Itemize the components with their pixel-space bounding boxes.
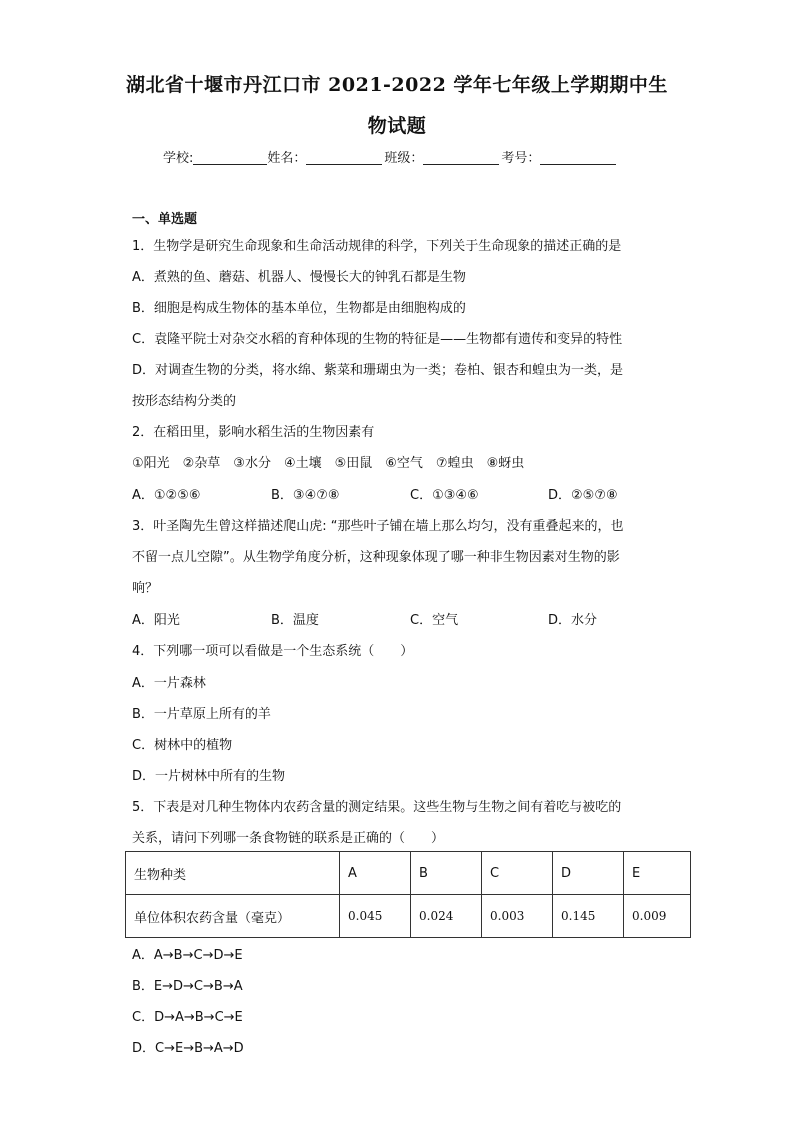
table-header-cell: D xyxy=(553,852,624,895)
question-4-option-d: D．一片树林中所有的生物 xyxy=(132,769,286,784)
question-5-stem: 5．下表是对几种生物体内农药含量的测定结果。这些生物与生物之间有着吃与被吃的 xyxy=(132,800,622,815)
table-header-cell: B xyxy=(411,852,482,895)
table-cell: 0.045 xyxy=(340,895,411,938)
question-1-stem: 1．生物学是研究生命现象和生命活动规律的科学，下列关于生命现象的描述正确的是 xyxy=(132,239,622,254)
table-row xyxy=(126,895,691,938)
table-cell: 0.145 xyxy=(553,895,624,938)
question-3-stem-end: 响？ xyxy=(132,581,159,596)
table-cell: 0.024 xyxy=(411,895,482,938)
question-1-option-d: D．对调查生物的分类，将水绵、紫菜和珊瑚虫为一类；卷柏、银杏和蝗虫为一类，是 xyxy=(132,363,624,378)
question-2-option-b: B．③④⑦⑧ xyxy=(271,488,340,503)
table-header-cell: 生物种类 xyxy=(126,852,340,895)
question-3-option-c: C．空气 xyxy=(410,613,459,628)
name-label: 姓名： xyxy=(267,151,307,166)
class-blank[interactable] xyxy=(423,151,499,165)
table-header-cell: C xyxy=(482,852,553,895)
question-4-option-a: A．一片森林 xyxy=(132,676,206,691)
question-2-stem: 2．在稻田里，影响水稻生活的生物因素有 xyxy=(132,425,375,440)
table-header-cell: E xyxy=(624,852,691,895)
question-4-option-b: B．一片草原上所有的羊 xyxy=(132,707,271,722)
question-4-stem: 4．下列哪一项可以看做是一个生态系统（ ） xyxy=(132,644,414,659)
question-5-option-d: D．C→E→B→A→D xyxy=(132,1041,244,1056)
table-cell: 0.003 xyxy=(482,895,553,938)
question-2-option-a: A．①②⑤⑥ xyxy=(132,488,201,503)
question-3-option-a: A．阳光 xyxy=(132,613,180,628)
pesticide-table xyxy=(125,851,691,938)
question-1-option-c: C．袁隆平院士对杂交水稻的育种体现的生物的特征是——生物都有遗传和变异的特性 xyxy=(132,332,623,347)
question-3-option-d: D．水分 xyxy=(548,613,598,628)
class-label: 班级： xyxy=(384,151,424,166)
school-label: 学校: xyxy=(163,151,194,166)
table-cell: 单位体积农药含量（毫克） xyxy=(126,895,340,938)
page-title: 湖北省十堰市丹江口市 2021-2022 学年七年级上学期期中生 xyxy=(126,74,668,96)
question-1-option-d-cont: 按形态结构分类的 xyxy=(132,394,237,409)
section-heading: 一、单选题 xyxy=(132,212,198,227)
name-blank[interactable] xyxy=(306,151,382,165)
question-2-items: ①阳光 ②杂草 ③水分 ④土壤 ⑤田鼠 ⑥空气 ⑦蝗虫 ⑧蚜虫 xyxy=(132,456,525,471)
question-5-option-b: B．E→D→C→B→A xyxy=(132,979,243,994)
school-blank[interactable] xyxy=(193,151,267,165)
student-info-line xyxy=(163,147,616,166)
question-5-option-c: C．D→A→B→C→E xyxy=(132,1010,243,1025)
question-2-option-d: D．②⑤⑦⑧ xyxy=(548,488,618,503)
question-2-option-c: C．①③④⑥ xyxy=(410,488,479,503)
table-cell: 0.009 xyxy=(624,895,691,938)
question-1-option-a: A．煮熟的鱼、蘑菇、机器人、慢慢长大的钟乳石都是生物 xyxy=(132,270,466,285)
question-4-option-c: C．树林中的植物 xyxy=(132,738,233,753)
question-3-stem: 3．叶圣陶先生曾这样描述爬山虎: “那些叶子铺在墙上那么均匀，没有重叠起来的，也 xyxy=(132,519,624,534)
question-1-option-b: B．细胞是构成生物体的基本单位，生物都是由细胞构成的 xyxy=(132,301,466,316)
table-header-row xyxy=(126,852,691,895)
question-3-stem-cont: 不留一点儿空隙”。从生物学角度分析，这种现象体现了哪一种非生物因素对生物的影 xyxy=(132,550,620,565)
question-5-option-a: A．A→B→C→D→E xyxy=(132,948,243,963)
exam-no-blank[interactable] xyxy=(540,151,616,165)
question-3-option-b: B．温度 xyxy=(271,613,319,628)
exam-no-label: 考号： xyxy=(501,151,541,166)
page-title-continued: 物试题 xyxy=(367,115,427,137)
question-5-stem-cont: 关系，请问下列哪一条食物链的联系是正确的（ ） xyxy=(132,831,445,846)
table-header-cell: A xyxy=(340,852,411,895)
